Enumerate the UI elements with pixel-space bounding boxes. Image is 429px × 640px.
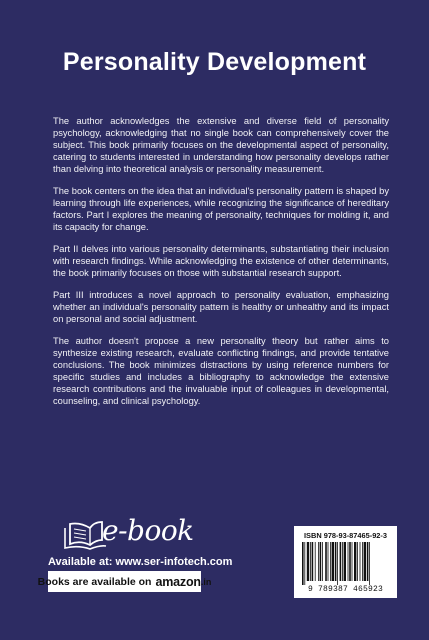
- amazon-logo-text: amazon: [155, 574, 201, 589]
- books-available-label: Books are available on: [37, 575, 152, 588]
- barcode-digits: 9 789387 465923: [307, 585, 383, 594]
- book-title: Personality Development: [62, 48, 367, 76]
- amazon-availability-banner: [37, 571, 212, 592]
- blurb-paragraph-1: The author acknowledges the extensive and diverse field of personality psychology, acknowledging that no single book can comprehensively cover the subject. This book primarily focuses on the developmental aspect of personality, catering to students interested in understanding how personality develops rather than delving into theoretical analysis or personality measurement.: [53, 116, 389, 175]
- blurb-paragraph-5: The author doesn't propose a new personality theory but rather aims to synthesize existing research, evaluate conflicting findings, and provide tentative conclusions. The book minimizes distractions by using reference numbers for specific studies and includes a bibliography to acknowledge the extensive research contributions and the invaluable input of colleagues in developmental, counseling, and clinical psychology.: [53, 335, 389, 407]
- ebook-logo-text: e-book: [102, 514, 194, 547]
- blurb-paragraph-3: Part II delves into various personality determinants, substantiating their inclusion with research findings. While acknowledging the existence of other determinants, the book primarily focuses on those with substantial research support.: [53, 244, 389, 279]
- blurb-paragraph-4: Part III introduces a novel approach to personality evaluation, emphasizing whether an individual's personality pattern is healthy or unhealthy and its impact on personal and social adjustment.: [53, 289, 389, 325]
- website-availability: Available at: www.ser-infotech.com: [48, 556, 233, 568]
- blurb: [53, 115, 389, 417]
- barcode-icon: [300, 542, 391, 585]
- isbn-number: ISBN 978-93-87465-92-3: [304, 531, 387, 540]
- isbn-barcode: [294, 526, 397, 598]
- blurb-paragraph-2: The book centers on the idea that an individual's personality pattern is shaped by learning through life experiences, while recognizing the significance of hereditary factors. Part I explores the meaning of personality, techniques for molding it, and its capacity for change.: [53, 186, 389, 233]
- amazon-domain-suffix: .in: [200, 576, 212, 587]
